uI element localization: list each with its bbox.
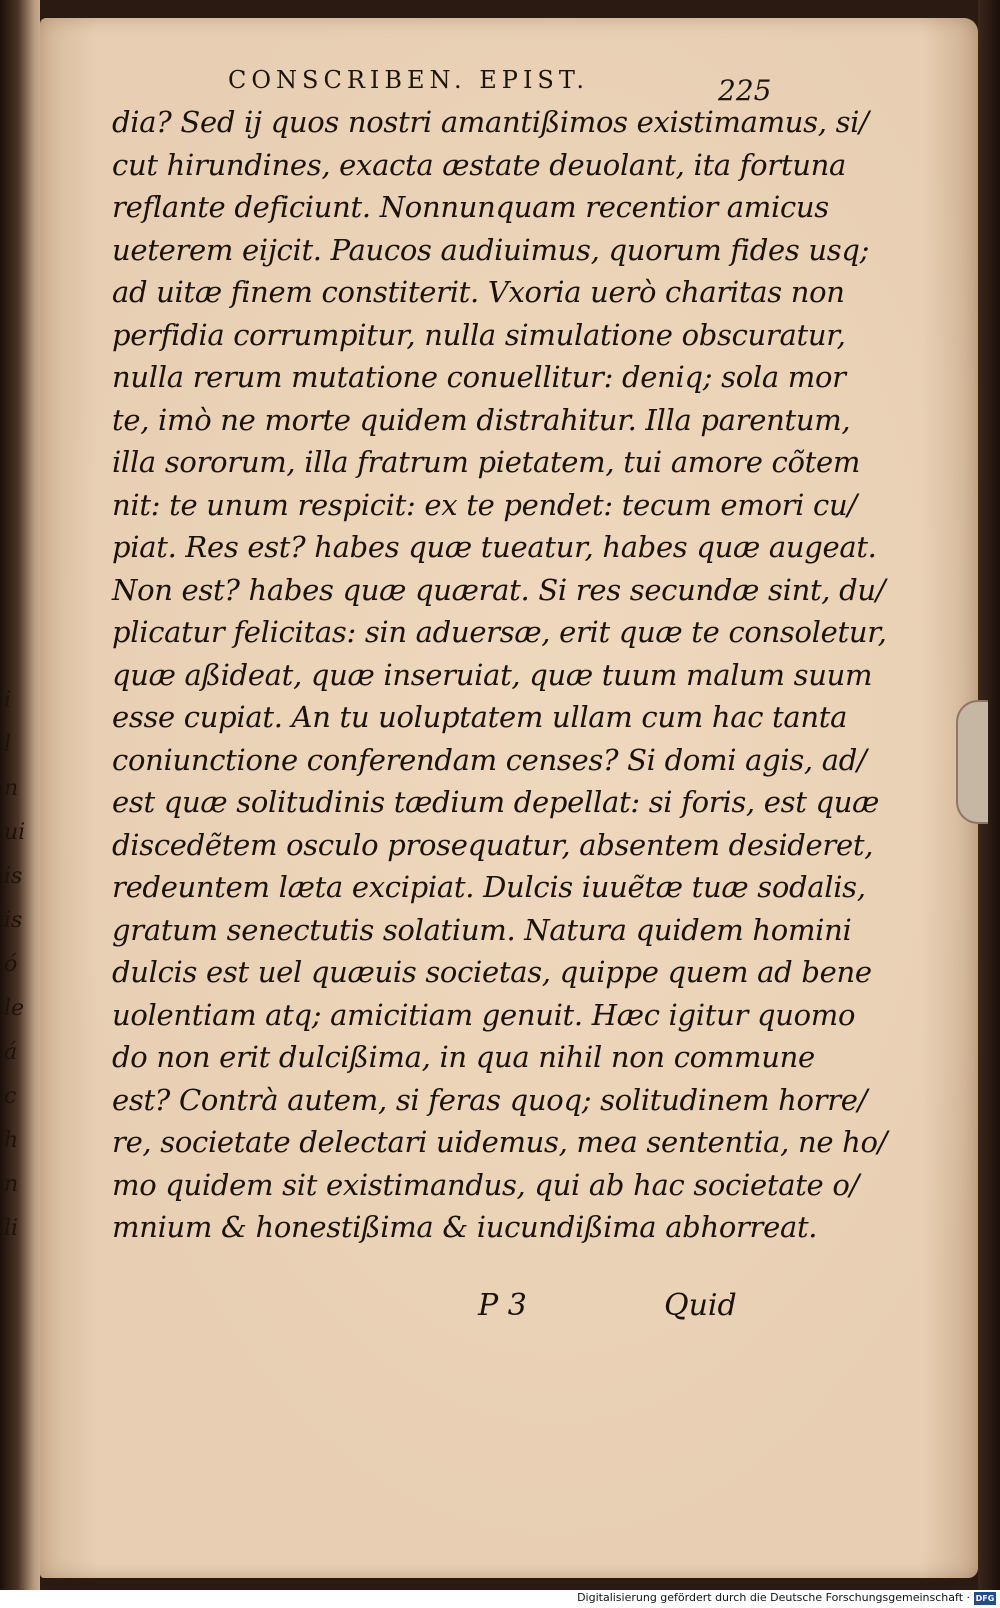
signature-mark: P 3 — [478, 1288, 527, 1323]
facing-page-fragment: ó — [4, 952, 18, 977]
facing-page-fragment: is — [4, 864, 23, 889]
text-line: illa sororum, illa fratrum pietatem, tui amore cõtem — [112, 445, 861, 479]
text-line: do non erit dulcißima, in qua nihil non commune — [112, 1040, 815, 1074]
text-line: ueterem eijcit. Paucos audiuimus, quorum fides usq; — [112, 232, 870, 267]
facing-page-fragment: á — [4, 1040, 18, 1065]
text-line: esse cupiat. An tu uoluptatem ullam cum hac tanta — [112, 700, 848, 734]
text-line: est? Contrà autem, si feras quoq; solitudinem horre/ — [112, 1082, 868, 1117]
text-line: gratum senectutis solatium. Natura quidem homini — [112, 912, 852, 947]
text-line: mo quidem sit existimandus, qui ab hac societate o/ — [112, 1167, 859, 1202]
text-line: uolentiam atq; amicitiam genuit. Hæc igitur quomo — [112, 997, 856, 1032]
text-line: dia? Sed ij quos nostri amantißimos existimamus, si/ — [112, 105, 869, 139]
text-line: re, societate delectari uidemus, mea sententia, ne ho/ — [112, 1125, 888, 1159]
text-line: nit: te unum respicit: ex te pendet: tecum emori cu/ — [112, 487, 857, 522]
digitization-credit: Digitalisierung gefördert durch die Deutsche Forschungsgemeinschaft · — [577, 1591, 970, 1604]
page-clip — [956, 700, 988, 824]
text-line: reflante deficiunt. Nonnunquam recentior amicus — [112, 190, 829, 224]
text-line: nulla rerum mutatione conuellitur: deniq; sola mor — [112, 360, 846, 394]
facing-page-fragment: i — [4, 688, 12, 713]
text-line: dulcis est uel quæuis societas, quippe quem ad bene — [112, 955, 872, 989]
facing-page-fragment: ui — [4, 820, 26, 845]
text-line: coniunctione conferendam censes? Si domi agis, ad/ — [112, 742, 867, 777]
facing-page-fragment: l — [4, 732, 12, 757]
facing-page-fragment: h — [4, 1128, 19, 1153]
text-line: ad uitæ finem constiterit. Vxoria uerò charitas non — [112, 275, 845, 309]
text-line: discedẽtem osculo prosequatur, absentem desideret, — [112, 827, 874, 862]
text-line: piat. Res est? habes quæ tueatur, habes quæ augeat. — [112, 530, 877, 564]
facing-page-fragment: le — [4, 996, 25, 1021]
text-line: perfidia corrumpitur, nulla simulatione obscuratur, — [112, 317, 846, 352]
facing-page-edge — [0, 0, 40, 1590]
dfg-logo: DFG — [975, 1594, 995, 1603]
facing-page-fragment: is — [4, 908, 23, 933]
text-line: quæ aßideat, quæ inseruiat, quæ tuum malum suum — [112, 657, 873, 692]
page-number: 225 — [718, 74, 772, 107]
text-line: te, imò ne morte quidem distrahitur. Illa parentum, — [112, 402, 851, 437]
text-line: est quæ solitudinis tædium depellat: si foris, est quæ — [112, 785, 880, 819]
text-line: redeuntem læta excipiat. Dulcis iuuẽtæ tuæ sodalis, — [112, 870, 866, 904]
facing-page-fragment: n — [4, 776, 19, 801]
running-head: CONSCRIBEN. EPIST. — [228, 66, 589, 94]
facing-page-fragment: c — [4, 1084, 17, 1109]
facing-page-fragment: li — [4, 1216, 19, 1241]
text-line: mnium & honestißima & iucundißima abhorreat. — [112, 1210, 818, 1244]
text-line: plicatur felicitas: sin aduersæ, erit quæ te consoletur, — [112, 615, 887, 649]
text-line: Non est? habes quæ quærat. Si res secundæ sint, du/ — [112, 572, 886, 607]
text-line: cut hirundines, exacta æstate deuolant, ita fortuna — [112, 147, 846, 182]
catchword: Quid — [664, 1288, 737, 1323]
facing-page-fragment: n — [4, 1172, 19, 1197]
